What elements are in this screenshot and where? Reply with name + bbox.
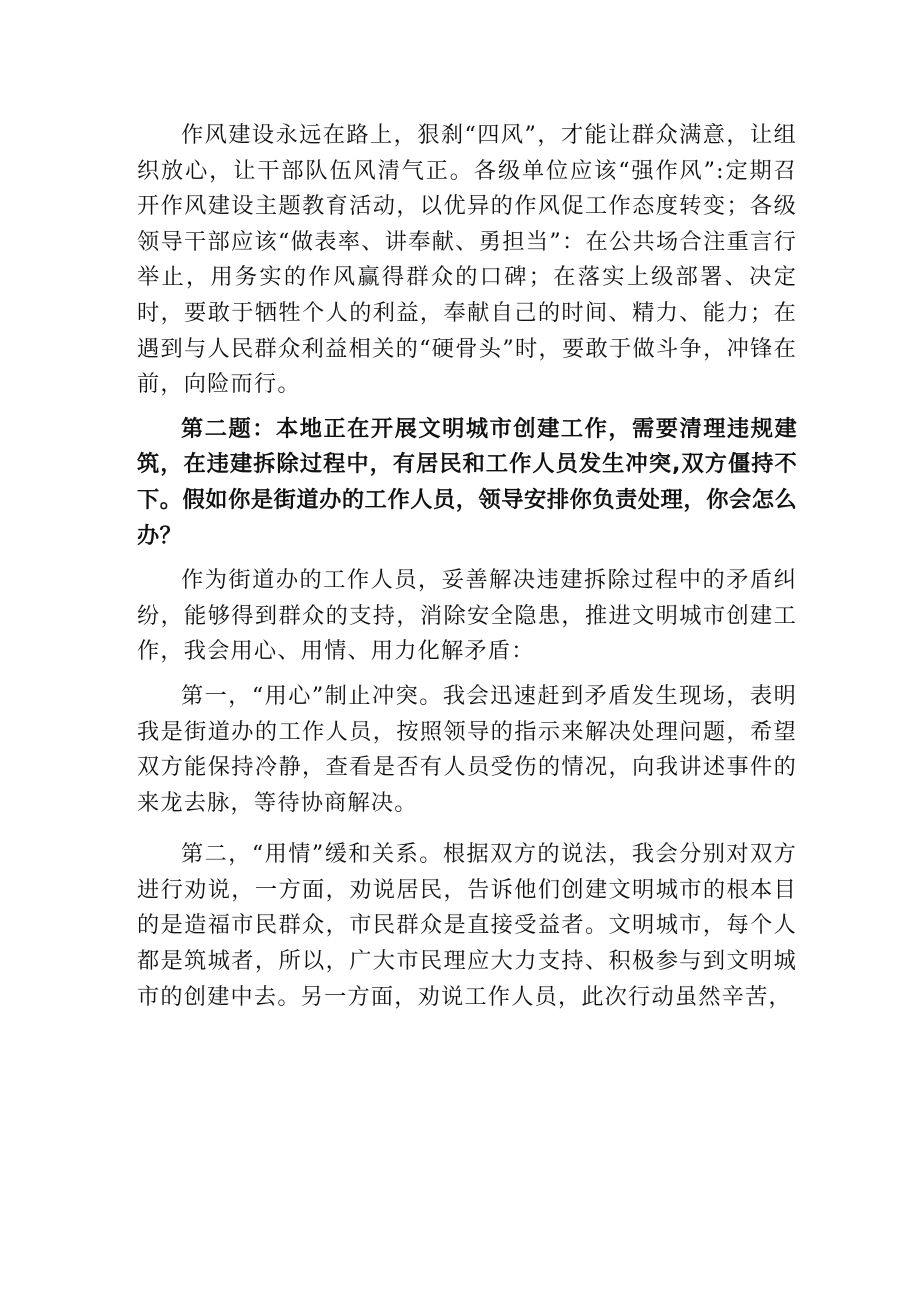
question-two-heading: 第二题：本地正在开展文明城市创建工作，需要清理违规建筑，在违建拆除过程中，有居民和工作人员发生冲突,双方僵持不下。假如你是街道办的工作人员，领导安排你负责处理，你会怎么办？: [137, 415, 797, 549]
paragraph-point-one: 第一，“用心”制止冲突。我会迅速赶到矛盾发生现场，表明我是街道办的工作人员，按照领导的指示来解决处理问题，希望双方能保持冷静，查看是否有人员受伤的情况，向我讲述事件的来龙去脉，等待协商解决。: [137, 682, 797, 816]
paragraph-work-style: 作风建设永远在路上，狠刹“四风”，才能让群众满意，让组织放心，让干部队伍风清气正。各级单位应该“强作风”:定期召开作风建设主题教育活动，以优异的作风促工作态度转变；各级领导干部应该“做表率、讲奉献、勇担当”：在公共场合注重言行举止，用务实的作风赢得群众的口碑；在落实上级部署、决定时，要敢于牺牲个人的利益，奉献自己的时间、精力、能力；在遇到与人民群众利益相关的“硬骨头”时，要敢于做斗争，冲锋在前，向险而行。: [137, 122, 797, 398]
paragraph-point-two: 第二，“用情”缓和关系。根据双方的说法，我会分别对双方进行劝说，一方面，劝说居民，告诉他们创建文明城市的根本目的是造福市民群众，市民群众是直接受益者。文明城市，每个人都是筑城者，所以，广大市民理应大力支持、积极参与到文明城市的创建中去。另一方面，劝说工作人员，此次行动虽然辛苦，: [137, 841, 797, 1010]
paragraph-answer-intro: 作为街道办的工作人员，妥善解决违建拆除过程中的矛盾纠纷，能够得到群众的支持，消除安全隐患，推进文明城市创建工作，我会用心、用情、用力化解矛盾：: [137, 567, 797, 665]
document-page: [137, 118, 797, 1015]
